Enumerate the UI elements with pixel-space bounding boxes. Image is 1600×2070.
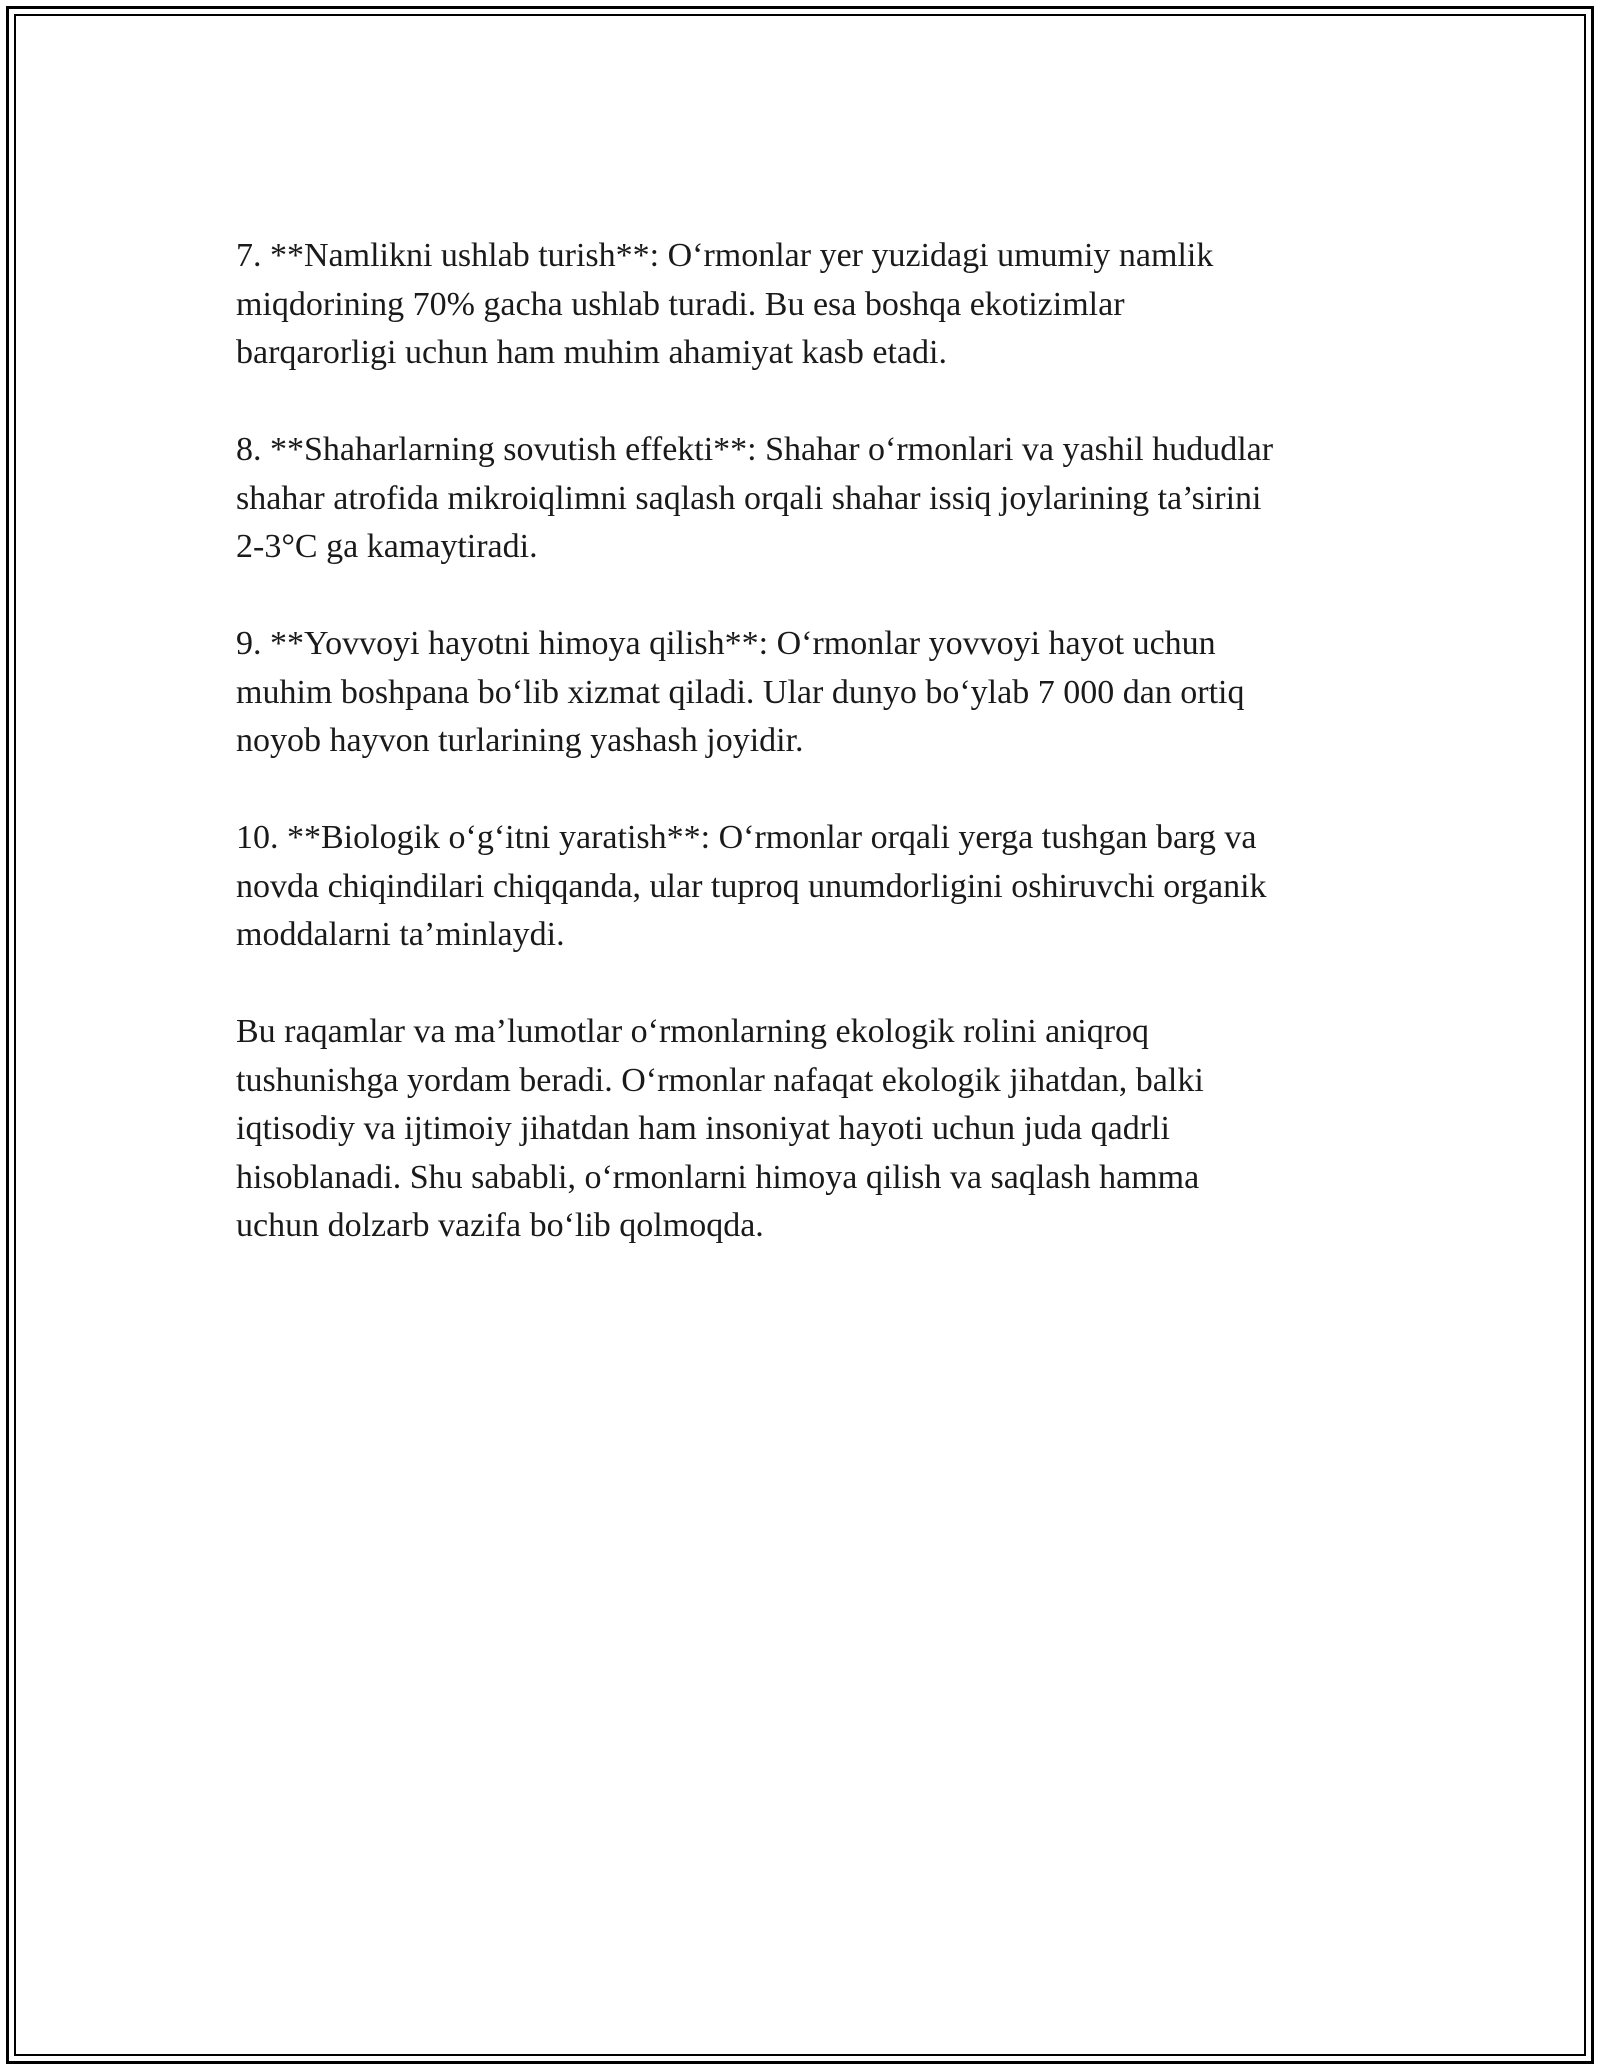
text-line: shahar atrofida mikroiqlimni saqlash orqali shahar issiq joylarining ta’sirini (236, 479, 1262, 517)
text-line: 9. **Yovvoyi hayotni himoya qilish**: O‘rmonlar yovvoyi hayot uchun (236, 625, 1216, 662)
text-line: Bu raqamlar va ma’lumotlar o‘rmonlarning ekologik rolini aniqroq (236, 1013, 1150, 1050)
text-line: 7. **Namlikni ushlab turish**: O‘rmonlar yer yuzidagi umumiy namlik (236, 237, 1214, 274)
text-line: uchun dolzarb vazifa bo‘lib qolmoqda. (236, 1207, 764, 1244)
document-body (236, 232, 1366, 1299)
text-line: miqdorining 70% gacha ushlab turadi. Bu esa boshqa ekotizimlar (236, 285, 1125, 323)
conclusion-paragraph (236, 1008, 1366, 1251)
text-line: noyob hayvon turlarining yashash joyidir. (236, 722, 804, 759)
text-line: tushunishga yordam beradi. O‘rmonlar nafaqat ekologik jihatdan, balki (236, 1061, 1204, 1099)
list-item-8 (236, 426, 1366, 572)
text-line: moddalarni ta’minlaydi. (236, 916, 565, 953)
text-line: novda chiqindilari chiqqanda, ular tuproq unumdorligini oshiruvchi organik (236, 867, 1267, 905)
text-line: 10. **Biologik o‘g‘itni yaratish**: O‘rmonlar orqali yerga tushgan barg va (236, 819, 1257, 856)
text-line: 2-3°C ga kamaytiradi. (236, 528, 538, 565)
text-line: muhim boshpana bo‘lib xizmat qiladi. Ular dunyo bo‘ylab 7 000 dan ortiq (236, 673, 1245, 711)
text-line: iqtisodiy va ijtimoiy jihatdan ham insoniyat hayoti uchun juda qadrli (236, 1110, 1170, 1147)
list-item-7 (236, 232, 1366, 378)
text-line: 8. **Shaharlarning sovutish effekti**: Shahar o‘rmonlari va yashil hududlar (236, 431, 1274, 468)
text-line: barqarorligi uchun ham muhim ahamiyat kasb etadi. (236, 334, 947, 371)
list-item-9 (236, 620, 1366, 766)
list-item-10 (236, 814, 1366, 960)
text-line: hisoblanadi. Shu sababli, o‘rmonlarni himoya qilish va saqlash hamma (236, 1158, 1200, 1196)
